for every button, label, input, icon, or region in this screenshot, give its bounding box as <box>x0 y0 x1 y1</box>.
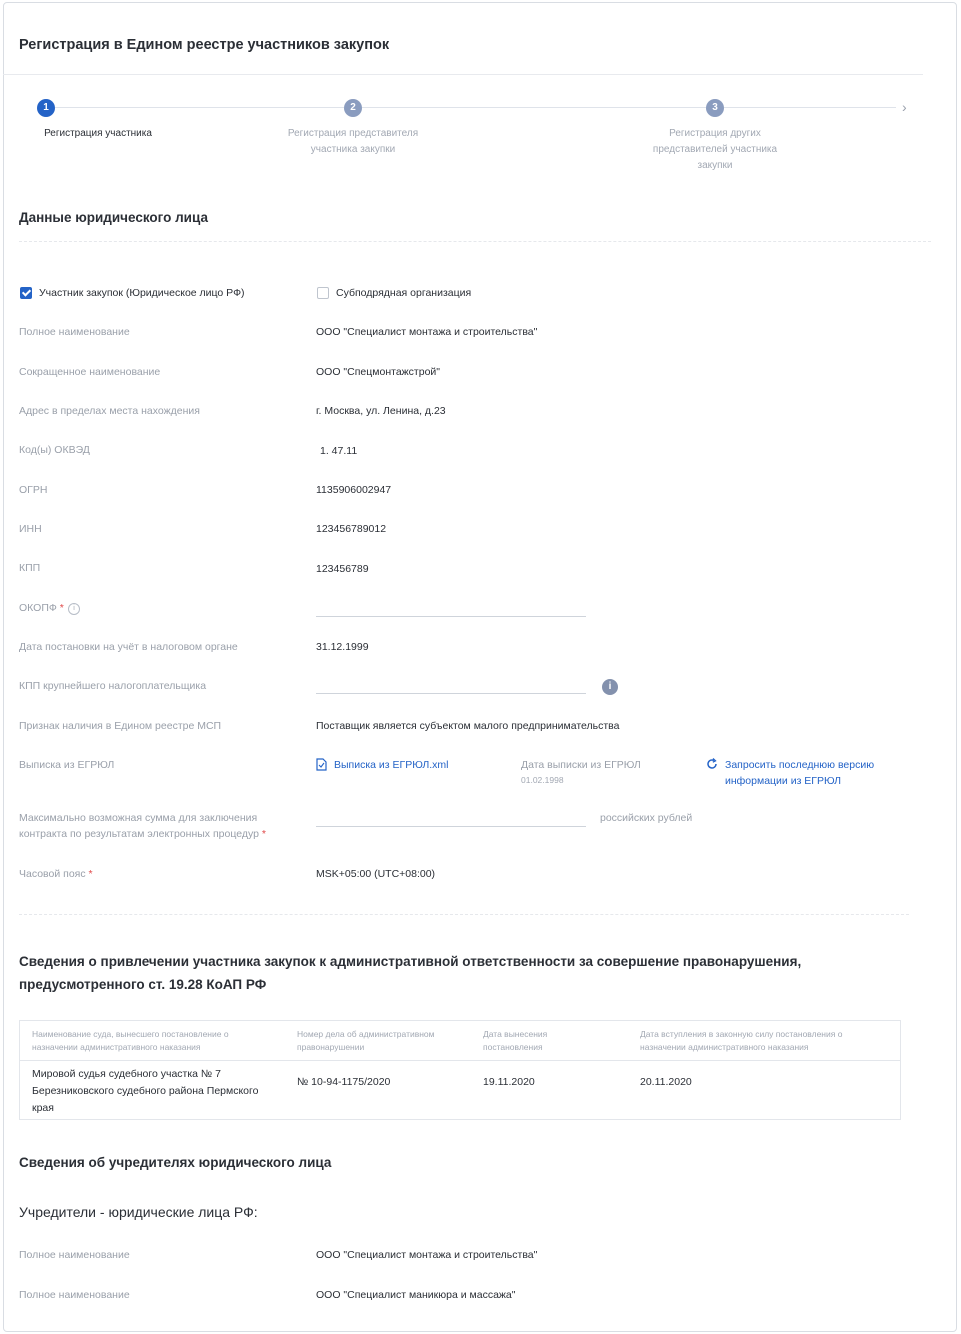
max-sum-label <box>19 810 294 842</box>
column-header: Дата вынесения постановления <box>483 1029 548 1052</box>
okopf-label <box>19 600 64 616</box>
max-sum-unit: российских рублей <box>600 812 693 824</box>
step-2-label[interactable]: Регистрация представителя участника закупки <box>287 128 419 155</box>
egrul-label: Выписка из ЕГРЮЛ <box>19 759 115 771</box>
full-name-label: Полное наименование <box>19 326 130 338</box>
ogrn-value: 1135906002947 <box>316 484 392 496</box>
section-divider <box>19 241 931 242</box>
egrul-date-label: Дата выписки из ЕГРЮЛ <box>521 759 641 771</box>
okved-value: 1. 47.11 <box>320 445 358 457</box>
ogrn-label: ОГРН <box>19 484 48 496</box>
admin-liability-table <box>19 1020 901 1120</box>
participant-checkbox[interactable] <box>20 287 32 299</box>
title-divider <box>3 74 923 75</box>
max-sum-label-text: Максимально возможная сумма для заключения контракта по результатам электронных процедур <box>19 812 259 840</box>
okopf-input[interactable] <box>316 616 586 617</box>
chevron-right-icon[interactable]: › <box>902 99 907 115</box>
founder-name-label: Полное наименование <box>19 1249 130 1261</box>
step-3-circle[interactable]: 3 <box>706 99 724 117</box>
step-connector <box>724 107 896 108</box>
refresh-egrul-link[interactable]: Запросить последнюю версию информации из ЕГРЮЛ <box>725 759 875 787</box>
help-icon[interactable]: i <box>68 603 80 615</box>
step-connector <box>55 107 344 108</box>
info-icon[interactable]: i <box>602 679 618 695</box>
participant-checkbox-label: Участник закупок (Юридическое лицо РФ) <box>39 287 245 299</box>
max-sum-input[interactable] <box>316 826 586 827</box>
inn-label: ИНН <box>19 523 42 535</box>
page-frame <box>3 2 957 1332</box>
legal-entity-heading: Данные юридического лица <box>19 210 208 225</box>
table-cell: 20.11.2020 <box>640 1076 692 1088</box>
step-1-circle[interactable]: 1 <box>37 99 55 117</box>
full-name-value: ООО "Специалист монтажа и строительства" <box>316 326 538 338</box>
subcontractor-checkbox[interactable] <box>317 287 329 299</box>
okopf-label-text: ОКОПФ <box>19 602 57 614</box>
step-3-label[interactable]: Регистрация других представителей участника закупки <box>652 128 778 171</box>
column-header: Дата вступления в законную силу постановления о назначении административного наказания <box>640 1029 843 1052</box>
address-label: Адрес в пределах места нахождения <box>19 405 200 417</box>
egrul-date-value: 01.02.1998 <box>521 775 564 785</box>
required-mark: * <box>261 828 266 840</box>
tax-date-label: Дата постановки на учёт в налоговом органе <box>19 641 238 653</box>
table-cell: № 10-94-1175/2020 <box>297 1076 391 1088</box>
founder-name-value: ООО "Специалист монтажа и строительства" <box>316 1249 538 1261</box>
kpp-value: 123456789 <box>316 563 369 575</box>
admin-liability-heading: Сведения о привлечении участника закупок к административной ответственности за совершение правонарушения, предусмотренного ст. 19.28 КоАП РФ <box>19 954 802 992</box>
table-cell: 19.11.2020 <box>483 1076 535 1088</box>
step-2-circle[interactable]: 2 <box>344 99 362 117</box>
column-header: Наименование суда, вынесшего постановление о назначении административного наказания <box>32 1029 229 1052</box>
kpp-label: КПП <box>19 562 41 574</box>
column-header: Номер дела об административном правонарушении <box>297 1029 435 1052</box>
short-name-value: ООО "Спецмонтажстрой" <box>316 366 441 378</box>
inn-value: 123456789012 <box>316 523 387 535</box>
founder-name-label: Полное наименование <box>19 1289 130 1301</box>
required-mark: * <box>59 602 64 614</box>
step-connector <box>362 107 706 108</box>
timezone-label <box>19 866 93 882</box>
step-1-label[interactable]: Регистрация участника <box>44 128 152 139</box>
tax-date-value: 31.12.1999 <box>316 641 369 653</box>
okved-label: Код(ы) ОКВЭД <box>19 444 90 456</box>
required-mark: * <box>88 868 93 880</box>
section-divider <box>19 914 909 915</box>
table-cell: Мировой судья судебного участка № 7 Березниковского судебного района Пермского края <box>32 1068 259 1114</box>
timezone-value: MSK+05:00 (UTC+08:00) <box>316 868 436 880</box>
founders-subheading: Учредители - юридические лица РФ: <box>19 1204 258 1220</box>
page-title: Регистрация в Едином реестре участников закупок <box>19 37 390 53</box>
short-name-label: Сокращенное наименование <box>19 366 161 378</box>
address-value: г. Москва, ул. Ленина, д.23 <box>316 405 446 417</box>
msp-value: Поставщик является субъектом малого предпринимательства <box>316 720 620 732</box>
founder-name-value: ООО "Специалист маникюра и массажа" <box>316 1289 516 1301</box>
subcontractor-checkbox-label: Субподрядная организация <box>336 287 472 299</box>
kpp-largest-label: КПП крупнейшего налогоплательщика <box>19 680 207 692</box>
egrul-file-link[interactable]: Выписка из ЕГРЮЛ.xml <box>334 759 449 771</box>
refresh-icon[interactable] <box>706 758 718 770</box>
table-header-divider <box>20 1060 900 1061</box>
founders-heading: Сведения об учредителях юридического лица <box>19 1155 332 1170</box>
kpp-largest-input[interactable] <box>316 693 586 694</box>
timezone-label-text: Часовой пояс <box>19 868 86 880</box>
file-icon[interactable] <box>316 758 327 771</box>
msp-label: Признак наличия в Едином реестре МСП <box>19 720 222 732</box>
